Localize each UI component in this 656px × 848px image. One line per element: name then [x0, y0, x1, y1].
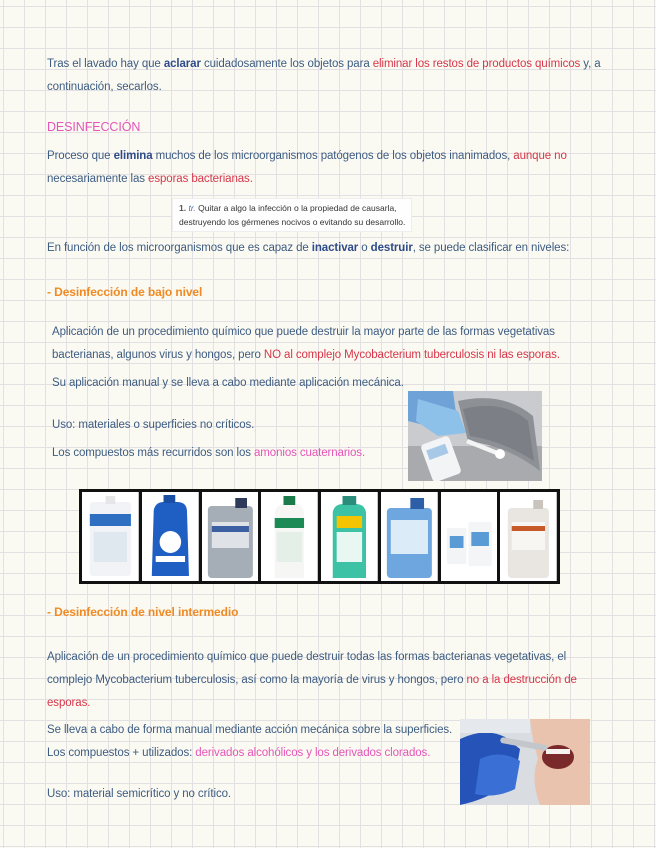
mid-text-l2a: complejo Mycobacterium tuberculosis, así como la mayoría de virus y hongos, pero	[47, 674, 467, 686]
mid-text-l5a: Los compuestos + utilizados:	[47, 747, 196, 759]
product-image-1	[82, 492, 139, 581]
low-level-use: Uso: materiales o superficies no críticos.	[52, 419, 255, 431]
mid-level-heading: - Desinfección de nivel intermedio	[47, 605, 239, 619]
low-level-compounds	[52, 442, 365, 465]
intro-text-e: y, a	[580, 58, 601, 70]
low-level-line-2	[52, 344, 560, 367]
dictionary-abbr: tr.	[188, 203, 196, 213]
mid-red-no-destruccion: no a la destrucción de	[466, 674, 577, 686]
class-bold-destruir: destruir	[370, 242, 413, 254]
dental-procedure-photo	[460, 719, 590, 805]
low-level-line-1: Aplicación de un procedimiento químico que puede destruir la mayor parte de las formas vegetativas	[52, 326, 555, 338]
spray-cleaning-photo	[408, 391, 542, 481]
intro-text-c: cuidadosamente los objetos para	[200, 58, 373, 70]
def-text-a: Proceso que	[47, 150, 114, 162]
product-image-5	[321, 492, 378, 581]
definition-line-1	[47, 145, 567, 168]
low-red-mycobacterium: NO al complejo Mycobacterium tuberculosis ni las esporas.	[263, 349, 560, 361]
disinfectant-products-strip	[79, 489, 560, 584]
mid-pink-derivados: derivados alcohólicos y los derivados clorados.	[195, 747, 431, 759]
mid-level-line-1: Aplicación de un procedimiento químico que puede destruir todas las formas bacterianas vegetativas, el	[47, 651, 567, 663]
intro-red-eliminar: eliminar los restos de productos químicos	[372, 58, 581, 70]
low-pink-amonios: amonios cuaternarios.	[254, 447, 366, 459]
intro-line-1	[47, 53, 601, 76]
low-text-l5a: Los compuestos más recurridos son los	[52, 447, 255, 459]
product-image-6	[381, 492, 438, 581]
mid-level-line-2	[47, 669, 577, 692]
intro-line-2: continuación, secarlos.	[47, 81, 162, 93]
dictionary-line-1	[179, 201, 405, 215]
low-level-heading: - Desinfección de bajo nivel	[47, 285, 203, 299]
def-bold-elimina: elimina	[113, 150, 153, 162]
dictionary-line-2: destruyendo los gérmenes nocivos o evitando su desarrollo.	[179, 217, 406, 227]
dictionary-number: 1.	[179, 203, 187, 213]
class-text-e: , se puede clasificar en niveles:	[412, 242, 570, 254]
mid-level-compounds	[47, 742, 430, 765]
intro-text-a: Tras el lavado hay que	[47, 58, 164, 70]
mid-level-use: Uso: material semicrítico y no crítico.	[47, 788, 231, 800]
dictionary-definition-box	[172, 198, 412, 232]
product-image-7	[441, 492, 498, 581]
intro-bold-aclarar: aclarar	[163, 58, 201, 70]
mid-level-line-4: Se lleva a cabo de forma manual mediante acción mecánica sobre la superficies.	[47, 724, 453, 736]
section-heading-desinfeccion: DESINFECCIÓN	[47, 120, 141, 134]
classification-line	[47, 237, 569, 260]
def-text-c: muchos de los microorganismos patógenos de los objetos inanimados,	[152, 150, 514, 162]
mid-level-line-3: esporas.	[47, 697, 91, 709]
low-text-l2a: bacterianas, algunos virus y hongos, pero	[52, 349, 264, 361]
class-text-c: o	[358, 242, 371, 254]
product-image-3	[202, 492, 259, 581]
class-bold-inactivar: inactivar	[311, 242, 359, 254]
definition-line-2	[47, 168, 253, 191]
def-red-aunque: aunque no	[513, 150, 567, 162]
low-level-line-3: Su aplicación manual y se lleva a cabo mediante aplicación mecánica.	[52, 377, 404, 389]
product-image-8	[500, 492, 557, 581]
def-red-esporas: esporas bacterianas.	[148, 173, 253, 185]
dictionary-text-1: Quitar a algo la infección o la propiedad de causarla,	[195, 203, 397, 213]
def-text-l2a: necesariamente las	[47, 173, 149, 185]
product-image-4	[261, 492, 318, 581]
class-text-a: En función de los microorganismos que es capaz de	[47, 242, 312, 254]
product-image-2	[142, 492, 199, 581]
